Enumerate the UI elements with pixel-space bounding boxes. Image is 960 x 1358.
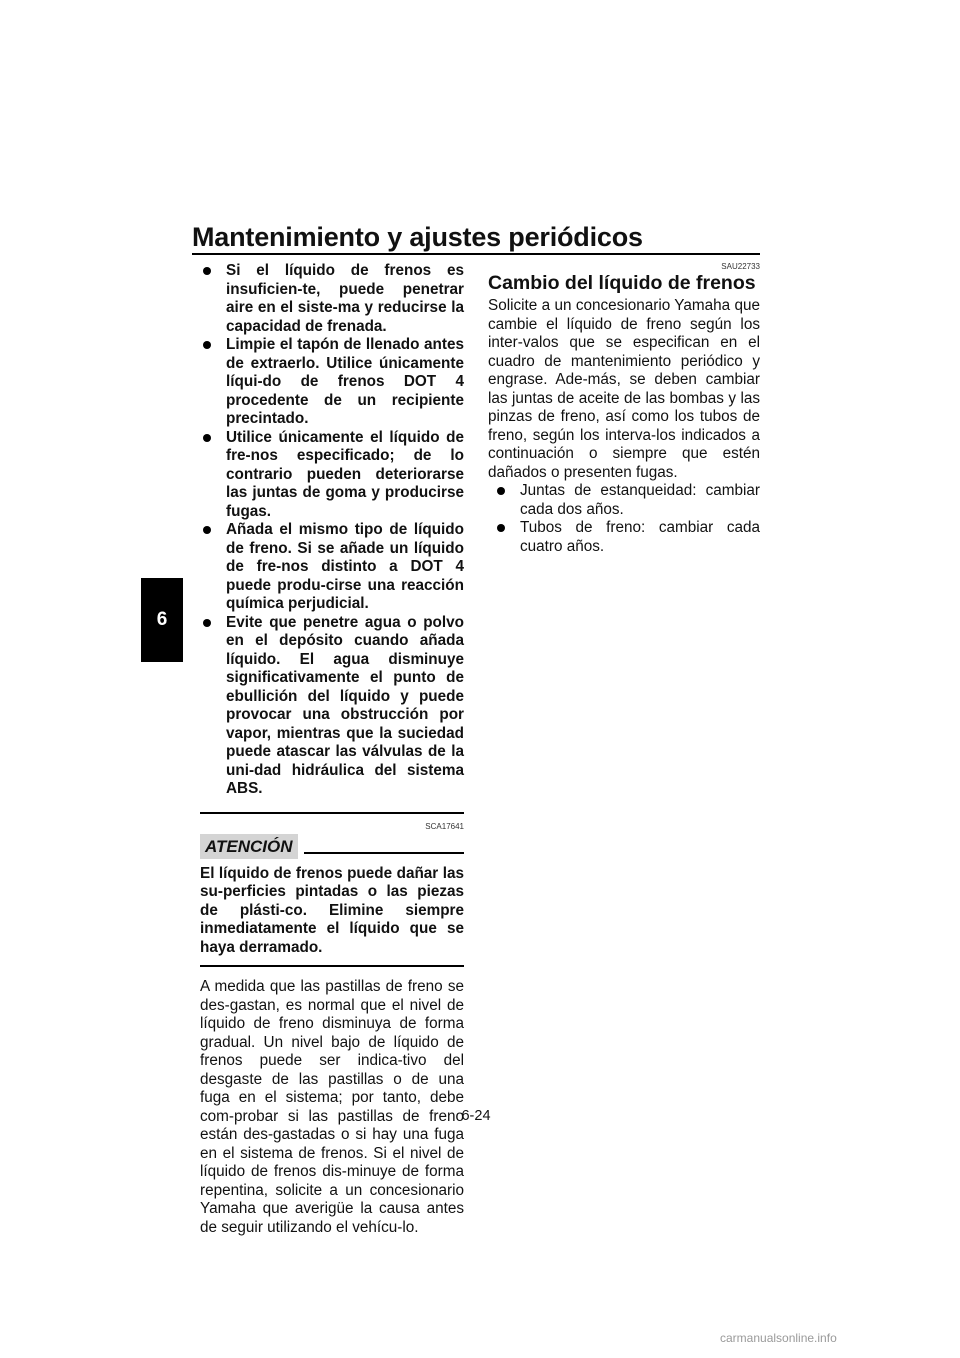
page-number: 6-24 — [461, 1108, 491, 1124]
footer-watermark[interactable]: carmanualsonline.info — [720, 1331, 837, 1345]
warning-bullet: Si el líquido de frenos es insuficien-te, puede penetrar aire en el siste-ma y reducirse la capacidad de frenada. — [200, 262, 464, 336]
caution-text: El líquido de frenos puede dañar las su-perficies pintadas o las piezas de plásti-co. Elimine siempre inmediatamente el líquido que se haya derramado. — [200, 864, 464, 956]
warning-end-rule — [200, 812, 464, 814]
warning-bullet: Limpie el tapón de llenado antes de extraerlo. Utilice únicamente líqui-do de frenos DOT 4 procedente de un recipiente precintado. — [200, 336, 464, 429]
caution-code: SCA17641 — [425, 821, 464, 831]
warning-bullet: Añada el mismo tipo de líquido de freno. Si se añade un líquido de fre-nos distinto a DOT 4 puede produ-cirse una reacción química perjudicial. — [200, 521, 464, 614]
warning-bullet-list — [200, 262, 464, 799]
caution-header-rule — [304, 852, 464, 854]
right-column — [488, 262, 760, 556]
section-code: SAU22733 — [721, 262, 760, 271]
body-paragraph: A medida que las pastillas de freno se des-gastan, es normal que el nivel de líquido de freno disminuya de forma gradual. Un nivel bajo de líquido de frenos puede ser indica-tivo del desgaste de las pastillas o de una fuga en el sistema; por tanto, debe com-probar si las pastillas de freno están des-gastadas o si hay una fuga en el sistema de frenos. Si el nivel de líquido de frenos dis-minuye de forma repentina, solicite a un concesionario Yamaha que averigüe la causa antes de seguir utilizando el vehícu-lo. — [200, 978, 464, 1236]
interval-bullet: Juntas de estanqueidad: cambiar cada dos años. — [494, 482, 760, 519]
caution-header — [200, 834, 464, 859]
caution-end-rule — [200, 965, 464, 967]
page-title: Mantenimiento y ajustes periódicos — [192, 222, 643, 252]
left-column — [200, 262, 464, 1237]
section-paragraph: Solicite a un concesionario Yamaha que cambie el líquido de freno según los inter-valos que se especifican en el cuadro de mantenimiento periódico y engrase. Ade-más, se deben cambiar las juntas de aceite de las bombas y las pinzas de freno, así como los tubos de freno, según los interva-los indicados a continuación o siempre que estén dañados o presenten fugas. — [488, 297, 760, 481]
warning-bullet: Utilice únicamente el líquido de fre-nos especificado; de lo contrario pueden deteriorarse las juntas de goma y producirse fugas. — [200, 429, 464, 522]
interval-bullet: Tubos de freno: cambiar cada cuatro años. — [494, 519, 760, 556]
section-title: Cambio del líquido de frenos — [488, 272, 756, 294]
caution-label: ATENCIÓN — [200, 834, 298, 859]
interval-bullet-list — [488, 482, 760, 556]
header-rule — [192, 253, 760, 255]
chapter-tab[interactable]: 6 — [141, 578, 183, 662]
warning-bullet: Evite que penetre agua o polvo en el depósito cuando añada líquido. El agua disminuye significativamente el punto de ebullición del líquido y puede provocar una obstrucción por vapor, mientras que la suciedad puede atascar las válvulas de la uni-dad hidráulica del sistema ABS. — [200, 614, 464, 799]
